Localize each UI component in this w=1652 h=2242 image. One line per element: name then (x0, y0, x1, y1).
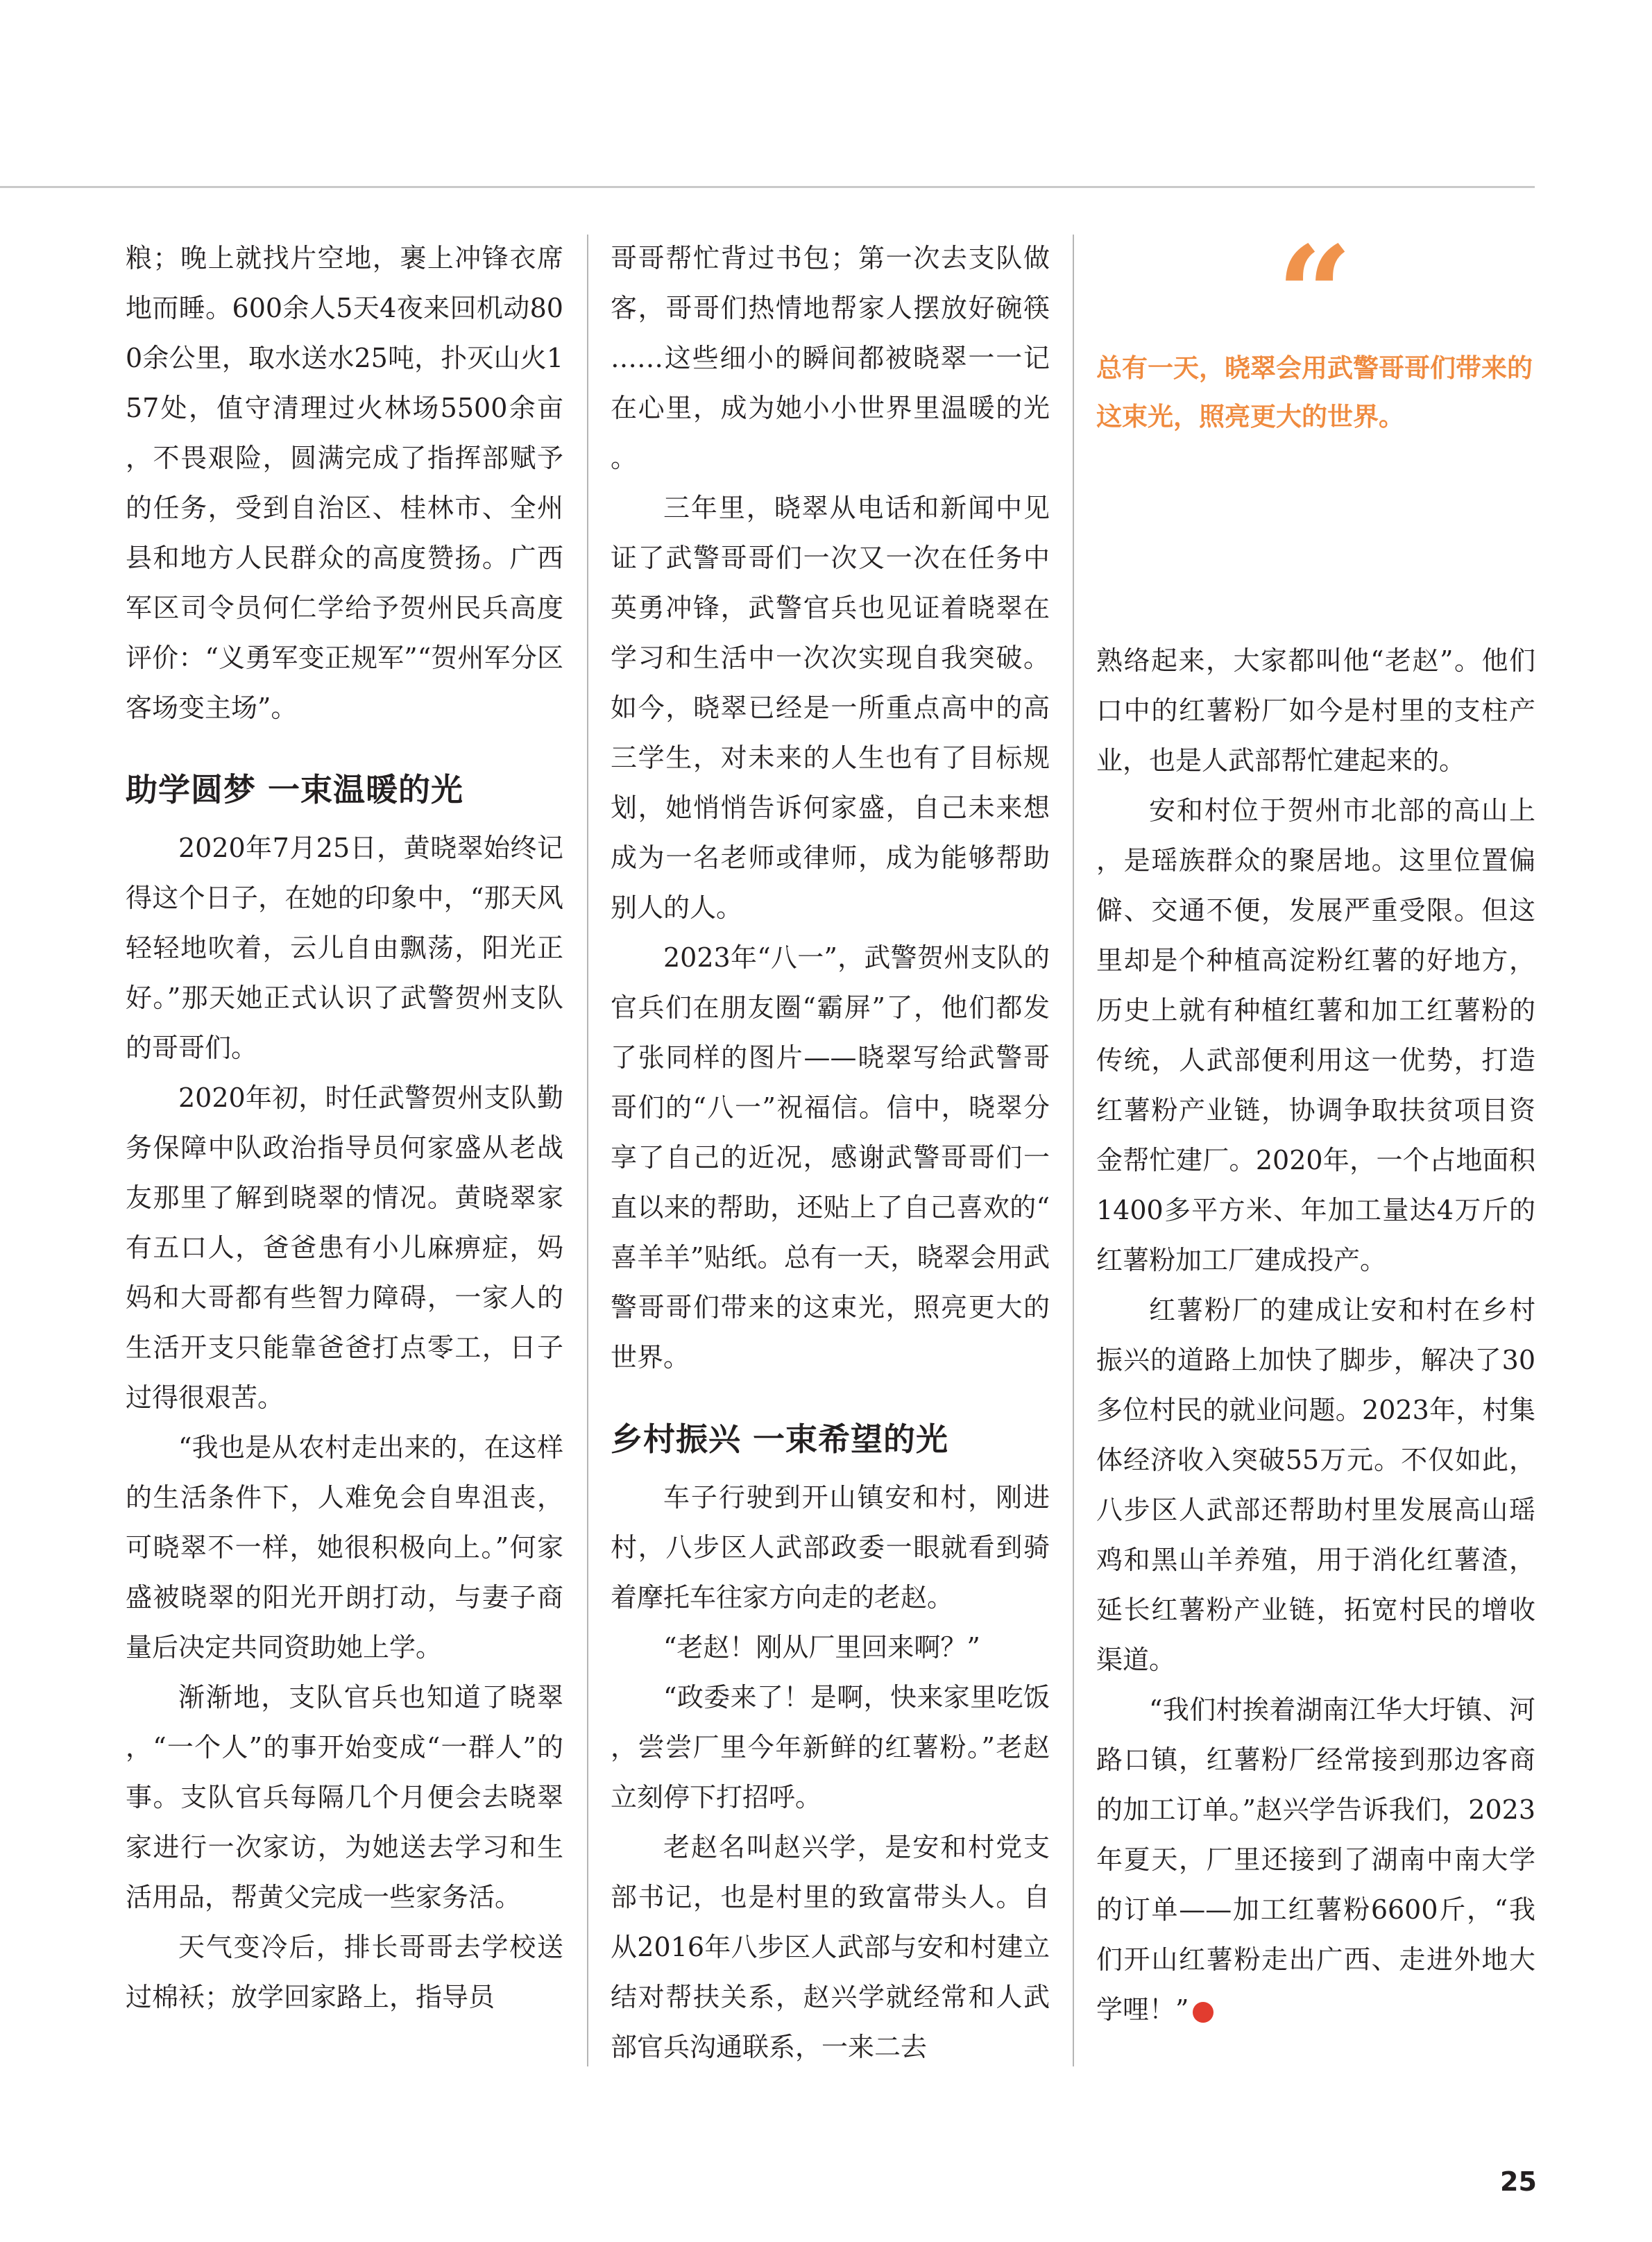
closing-paragraph-text: “我们村挨着湖南江华大圩镇、河路口镇，红薯粉厂经常接到那边客商的加工订单。”赵兴学告诉我们，2023年夏天，厂里还接到了湖南中南大学的订单——加工红薯粉6600斤，“我们开山红薯粉走出广西、走进外地大学哩！” (1096, 1695, 1535, 2025)
paragraph: 安和村位于贺州市北部的高山上，是瑶族群众的聚居地。这里位置偏僻、交通不便，发展严重受限。但这里却是个种植高淀粉红薯的好地方，历史上就有种植红薯和加工红薯粉的传统，人武部便利用这一优势，打造红薯粉产业链，协调争取扶贫项目资金帮忙建厂。2020年，一个占地面积1400多平方米、年加工量达4万斤的红薯粉加工厂建成投产。 (1096, 795, 1535, 1275)
end-of-article-icon: N (1193, 2002, 1214, 2023)
column-divider-1 (587, 235, 588, 2066)
paragraph: 2020年初，时任武警贺州支队勤务保障中队政治指导员何家盛从老战友那里了解到晓翠的情况。黄晓翠家有五口人，爸爸患有小儿麻痹症，妈妈和大哥都有些智力障碍，一家人的生活开支只能靠爸爸打点零工，日子过得很艰苦。 (126, 1082, 563, 1413)
paragraph: 渐渐地，支队官兵也知道了晓翠，“一个人”的事开始变成“一群人”的事。支队官兵每隔几个月便会去晓翠家进行一次家访，为她送去学习和生活用品，帮黄父完成一些家务活。 (126, 1682, 563, 1912)
paragraph: 车子行驶到开山镇安和村，刚进村，八步区人武部政委一眼就看到骑着摩托车往家方向走的老赵。 (611, 1482, 1050, 1613)
article-column-1 (126, 233, 563, 2022)
paragraph: 红薯粉厂的建成让安和村在乡村振兴的道路上加快了脚步，解决了30多位村民的就业问题。2023年，村集体经济收入突破55万元。不仅如此，八步区人武部还帮助村里发展高山瑶鸡和黑山羊养殖，用于消化红薯渣，延长红薯粉产业链，拓宽村民的增收渠道。 (1096, 1295, 1535, 1675)
section-heading-2: 乡村振兴 一束希望的光 (611, 1420, 949, 1458)
paragraph: 2023年“八一”，武警贺州支队的官兵们在朋友圈“霸屏”了，他们都发了张同样的图片——晓翠写给武警哥哥们的“八一”祝福信。信中，晓翠分享了自己的近况，感谢武警哥哥们一直以来的帮助，还贴上了自己喜欢的“喜羊羊”贴纸。总有一天，晓翠会用武警哥哥们带来的这束光，照亮更大的世界。 (611, 942, 1050, 1373)
section-heading-1: 助学圆梦 一束温暖的光 (126, 771, 464, 808)
paragraph: 熟络起来，大家都叫他“老赵”。他们口中的红薯粉厂如今是村里的支柱产业，也是人武部帮忙建起来的。 (1096, 645, 1535, 776)
paragraph: “老赵！刚从厂里回来啊？” (663, 1632, 980, 1663)
paragraph: “政委来了！是啊，快来家里吃饭，尝尝厂里今年新鲜的红薯粉。”老赵立刻停下打招呼。 (611, 1682, 1050, 1812)
paragraph: 天气变冷后，排长哥哥去学校送过棉袄；放学回家路上，指导员 (126, 1932, 563, 2012)
paragraph: 老赵名叫赵兴学，是安和村党支部书记，也是村里的致富带头人。自从2016年八步区人武部与安和村建立结对帮扶关系，赵兴学就经常和人武部官兵沟通联系，一来二去 (611, 1832, 1050, 2062)
article-column-2 (611, 233, 1050, 2072)
paragraph: 粮；晚上就找片空地，裹上冲锋衣席地而睡。600余人5天4夜来回机动800余公里，取水送水25吨，扑灭山火157处，值守清理过火林场5500余亩，不畏艰险，圆满完成了指挥部赋予的任务，受到自治区、桂林市、全州县和地方人民群众的高度赞扬。广西军区司令员何仁学给予贺州民兵高度评价：“义勇军变正规军”“贺州军分区客场变主场”。 (126, 243, 563, 723)
paragraph (1096, 1685, 1535, 2035)
column-divider-2 (1073, 235, 1074, 2066)
page-number: 25 (1500, 2166, 1537, 2197)
pull-quote: 总有一天，晓翠会用武警哥哥们带来的这束光，照亮更大的世界。 (1096, 353, 1533, 432)
article-column-3 (1096, 636, 1535, 2035)
paragraph: 哥哥帮忙背过书包；第一次去支队做客，哥哥们热情地帮家人摆放好碗筷……这些细小的瞬间都被晓翠一一记在心里，成为她小小世界里温暖的光。 (611, 243, 1050, 473)
paragraph: 三年里，晓翠从电话和新闻中见证了武警哥哥们一次又一次在任务中英勇冲锋，武警官兵也见证着晓翠在学习和生活中一次次实现自我突破。如今，晓翠已经是一所重点高中的高三学生，对未来的人生也有了目标规划，她悄悄告诉何家盛，自己未来想成为一名老师或律师，成为能够帮助别人的人。 (611, 493, 1050, 923)
quote-mark-icon: “ (1277, 217, 1353, 372)
paragraph: “我也是从农村走出来的，在这样的生活条件下，人难免会自卑沮丧，可晓翠不一样，她很积极向上。”何家盛被晓翠的阳光开朗打动，与妻子商量后决定共同资助她上学。 (126, 1432, 563, 1663)
paragraph: 2020年7月25日，黄晓翠始终记得这个日子，在她的印象中，“那天风轻轻地吹着，云儿自由飘荡，阳光正好。”那天她正式认识了武警贺州支队的哥哥们。 (126, 833, 563, 1063)
top-divider-line (0, 186, 1535, 188)
